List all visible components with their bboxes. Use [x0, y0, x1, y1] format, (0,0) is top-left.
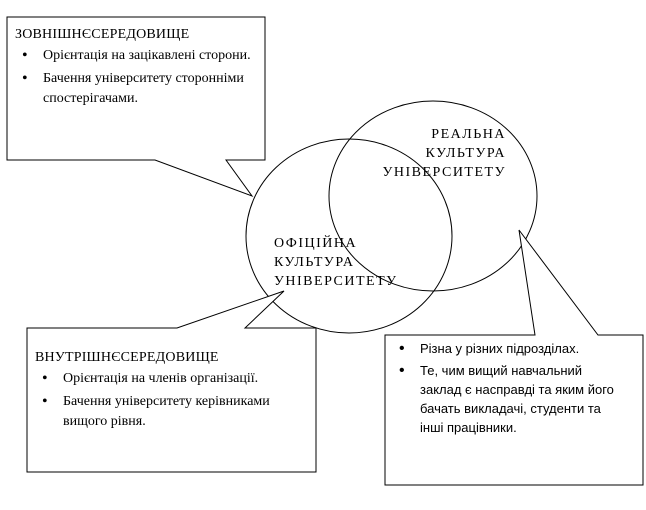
real-culture-label — [378, 125, 506, 182]
internal-item: • Бачення університету керівниками вищого рівня. — [35, 392, 310, 432]
internal-callout — [35, 348, 310, 435]
real-culture-line: УНІВЕРСИТЕТУ — [382, 165, 506, 180]
real-culture-line: РЕАЛЬНА — [431, 127, 506, 142]
external-list — [15, 46, 260, 109]
differences-list — [392, 339, 627, 437]
official-culture-label — [274, 234, 398, 291]
internal-list — [35, 369, 310, 432]
differences-callout — [392, 339, 627, 440]
external-title: ЗОВНІШНЄСЕРЕДОВИЩЕ — [15, 27, 190, 42]
internal-title: ВНУТРІШНЄСЕРЕДОВИЩЕ — [35, 350, 219, 365]
differences-item: • Різна у різних підрозділах. — [392, 339, 627, 358]
real-culture-line: КУЛЬТУРА — [425, 146, 506, 161]
official-culture-line: ОФІЦІЙНА — [274, 236, 358, 251]
external-item: • Бачення університету сторонніми спостерігачами. — [15, 69, 260, 109]
differences-item: • Те, чим вищий навчальний заклад є насправді та яким його бачать викладачі, студенти та інші працівники. — [392, 361, 627, 437]
official-culture-line: УНІВЕРСИТЕТУ — [274, 274, 398, 289]
official-culture-line: КУЛЬТУРА — [274, 255, 355, 270]
external-item: • Орієнтація на зацікавлені сторони. — [15, 46, 260, 66]
internal-item: • Орієнтація на членів організації. — [35, 369, 310, 389]
external-callout — [15, 25, 260, 112]
